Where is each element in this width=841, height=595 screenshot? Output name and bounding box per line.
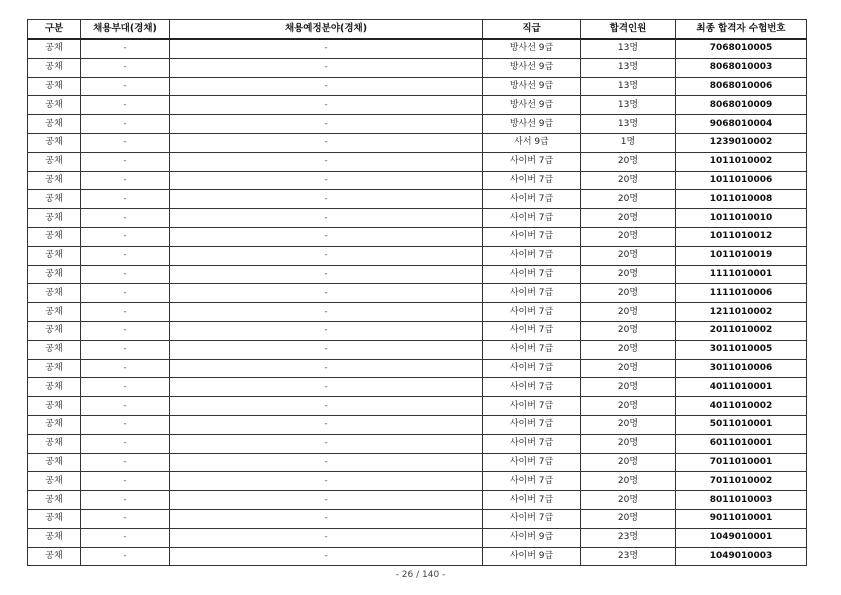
header-row (28, 20, 807, 40)
cell-field: - (170, 547, 483, 566)
table-header (28, 20, 807, 40)
cell-grade: 사이버 7급 (483, 303, 581, 322)
cell-category: 공채 (28, 491, 81, 510)
table-row (28, 171, 807, 190)
table-row (28, 96, 807, 115)
cell-count: 20명 (581, 359, 676, 378)
table-row (28, 284, 807, 303)
cell-exam-number: 8068010009 (676, 96, 807, 115)
cell-exam-number: 8011010003 (676, 491, 807, 510)
cell-exam-number: 2011010002 (676, 321, 807, 340)
page-number: - 26 / 140 - (395, 570, 446, 580)
cell-field: - (170, 227, 483, 246)
cell-grade: 방사선 9급 (483, 115, 581, 134)
cell-field: - (170, 152, 483, 171)
results-table (27, 19, 807, 566)
cell-count: 20명 (581, 472, 676, 491)
table-row (28, 528, 807, 547)
cell-grade: 사이버 7급 (483, 397, 581, 416)
table-row (28, 509, 807, 528)
cell-category: 공채 (28, 472, 81, 491)
cell-count: 20명 (581, 491, 676, 510)
cell-exam-number: 8068010006 (676, 77, 807, 96)
table-body (28, 39, 807, 566)
cell-exam-number: 1111010001 (676, 265, 807, 284)
cell-field: - (170, 434, 483, 453)
cell-exam-number: 1239010002 (676, 133, 807, 152)
cell-category: 공채 (28, 547, 81, 566)
cell-count: 20명 (581, 509, 676, 528)
cell-grade: 방사선 9급 (483, 58, 581, 77)
header-grade: 직급 (483, 20, 581, 40)
cell-grade: 사이버 7급 (483, 359, 581, 378)
header-category: 구분 (28, 20, 81, 40)
cell-exam-number: 1049010001 (676, 528, 807, 547)
cell-count: 20명 (581, 303, 676, 322)
cell-exam-number: 1211010002 (676, 303, 807, 322)
cell-grade: 사이버 9급 (483, 528, 581, 547)
cell-count: 23명 (581, 528, 676, 547)
table-row (28, 453, 807, 472)
cell-unit: - (81, 321, 170, 340)
cell-count: 20명 (581, 321, 676, 340)
cell-category: 공채 (28, 58, 81, 77)
cell-category: 공채 (28, 227, 81, 246)
cell-field: - (170, 115, 483, 134)
cell-unit: - (81, 415, 170, 434)
cell-field: - (170, 397, 483, 416)
cell-category: 공채 (28, 340, 81, 359)
cell-grade: 사이버 7급 (483, 265, 581, 284)
cell-category: 공채 (28, 321, 81, 340)
cell-field: - (170, 378, 483, 397)
cell-category: 공채 (28, 397, 81, 416)
cell-field: - (170, 246, 483, 265)
cell-grade: 사이버 7급 (483, 209, 581, 228)
cell-count: 20명 (581, 171, 676, 190)
cell-unit: - (81, 453, 170, 472)
cell-exam-number: 4011010001 (676, 378, 807, 397)
cell-count: 23명 (581, 547, 676, 566)
cell-exam-number: 5011010001 (676, 415, 807, 434)
cell-field: - (170, 190, 483, 209)
cell-unit: - (81, 547, 170, 566)
table-row (28, 58, 807, 77)
table-row (28, 246, 807, 265)
cell-count: 20명 (581, 190, 676, 209)
cell-count: 20명 (581, 453, 676, 472)
cell-category: 공채 (28, 115, 81, 134)
cell-field: - (170, 77, 483, 96)
table-row (28, 227, 807, 246)
cell-exam-number: 1011010008 (676, 190, 807, 209)
cell-unit: - (81, 96, 170, 115)
cell-count: 20명 (581, 434, 676, 453)
cell-unit: - (81, 491, 170, 510)
table-row (28, 472, 807, 491)
cell-count: 13명 (581, 96, 676, 115)
cell-category: 공채 (28, 190, 81, 209)
cell-grade: 사이버 7급 (483, 246, 581, 265)
table-row (28, 209, 807, 228)
cell-unit: - (81, 284, 170, 303)
cell-field: - (170, 209, 483, 228)
cell-unit: - (81, 77, 170, 96)
cell-category: 공채 (28, 133, 81, 152)
cell-exam-number: 1011010006 (676, 171, 807, 190)
cell-unit: - (81, 152, 170, 171)
cell-grade: 사이버 7급 (483, 472, 581, 491)
table-row (28, 434, 807, 453)
cell-category: 공채 (28, 77, 81, 96)
cell-category: 공채 (28, 528, 81, 547)
cell-category: 공채 (28, 359, 81, 378)
table-row (28, 265, 807, 284)
cell-grade: 사이버 7급 (483, 453, 581, 472)
cell-unit: - (81, 246, 170, 265)
cell-exam-number: 9011010001 (676, 509, 807, 528)
cell-grade: 사이버 7급 (483, 321, 581, 340)
table-row (28, 415, 807, 434)
table-row (28, 133, 807, 152)
table-row (28, 378, 807, 397)
cell-category: 공채 (28, 152, 81, 171)
cell-count: 13명 (581, 39, 676, 58)
cell-count: 1명 (581, 133, 676, 152)
header-count: 합격인원 (581, 20, 676, 40)
cell-field: - (170, 96, 483, 115)
cell-exam-number: 1049010003 (676, 547, 807, 566)
cell-unit: - (81, 472, 170, 491)
cell-field: - (170, 39, 483, 58)
cell-count: 20명 (581, 397, 676, 416)
cell-field: - (170, 58, 483, 77)
cell-unit: - (81, 171, 170, 190)
header-field: 채용예정분야(경채) (170, 20, 483, 40)
cell-exam-number: 7068010005 (676, 39, 807, 58)
cell-grade: 방사선 9급 (483, 39, 581, 58)
cell-field: - (170, 321, 483, 340)
cell-count: 20명 (581, 284, 676, 303)
cell-count: 20명 (581, 340, 676, 359)
cell-field: - (170, 359, 483, 378)
table-row (28, 77, 807, 96)
cell-exam-number: 4011010002 (676, 397, 807, 416)
cell-count: 20명 (581, 415, 676, 434)
cell-exam-number: 6011010001 (676, 434, 807, 453)
cell-grade: 사이버 7급 (483, 378, 581, 397)
cell-field: - (170, 340, 483, 359)
cell-exam-number: 7011010002 (676, 472, 807, 491)
cell-exam-number: 1011010019 (676, 246, 807, 265)
cell-exam-number: 1011010012 (676, 227, 807, 246)
cell-unit: - (81, 397, 170, 416)
cell-category: 공채 (28, 415, 81, 434)
cell-field: - (170, 453, 483, 472)
cell-category: 공채 (28, 246, 81, 265)
cell-field: - (170, 133, 483, 152)
cell-grade: 사이버 7급 (483, 152, 581, 171)
cell-count: 20명 (581, 209, 676, 228)
cell-exam-number: 8068010003 (676, 58, 807, 77)
cell-unit: - (81, 227, 170, 246)
cell-grade: 사이버 7급 (483, 434, 581, 453)
cell-count: 20명 (581, 152, 676, 171)
cell-field: - (170, 415, 483, 434)
cell-field: - (170, 265, 483, 284)
cell-category: 공채 (28, 265, 81, 284)
cell-count: 13명 (581, 58, 676, 77)
cell-unit: - (81, 58, 170, 77)
header-exam-number: 최종 합격자 수험번호 (676, 20, 807, 40)
header-unit: 채용부대(경채) (81, 20, 170, 40)
cell-category: 공채 (28, 509, 81, 528)
cell-exam-number: 1111010006 (676, 284, 807, 303)
cell-count: 13명 (581, 115, 676, 134)
cell-count: 20명 (581, 265, 676, 284)
cell-grade: 사이버 7급 (483, 491, 581, 510)
cell-grade: 사이버 7급 (483, 227, 581, 246)
cell-grade: 사서 9급 (483, 133, 581, 152)
cell-category: 공채 (28, 453, 81, 472)
cell-unit: - (81, 359, 170, 378)
cell-exam-number: 9068010004 (676, 115, 807, 134)
cell-unit: - (81, 115, 170, 134)
cell-grade: 방사선 9급 (483, 96, 581, 115)
cell-category: 공채 (28, 39, 81, 58)
cell-unit: - (81, 509, 170, 528)
cell-exam-number: 3011010005 (676, 340, 807, 359)
table-row (28, 152, 807, 171)
table-row (28, 321, 807, 340)
cell-grade: 방사선 9급 (483, 77, 581, 96)
cell-unit: - (81, 265, 170, 284)
cell-grade: 사이버 7급 (483, 509, 581, 528)
cell-field: - (170, 509, 483, 528)
cell-exam-number: 3011010006 (676, 359, 807, 378)
cell-field: - (170, 284, 483, 303)
table-row (28, 397, 807, 416)
cell-unit: - (81, 378, 170, 397)
table-row (28, 491, 807, 510)
cell-unit: - (81, 190, 170, 209)
cell-exam-number: 7011010001 (676, 453, 807, 472)
cell-category: 공채 (28, 209, 81, 228)
table-row (28, 340, 807, 359)
cell-field: - (170, 171, 483, 190)
table-row (28, 190, 807, 209)
cell-unit: - (81, 528, 170, 547)
cell-field: - (170, 528, 483, 547)
cell-count: 20명 (581, 246, 676, 265)
cell-field: - (170, 303, 483, 322)
cell-category: 공채 (28, 378, 81, 397)
cell-category: 공채 (28, 171, 81, 190)
cell-count: 13명 (581, 77, 676, 96)
cell-exam-number: 1011010002 (676, 152, 807, 171)
cell-category: 공채 (28, 284, 81, 303)
cell-grade: 사이버 7급 (483, 190, 581, 209)
cell-unit: - (81, 303, 170, 322)
cell-grade: 사이버 7급 (483, 284, 581, 303)
cell-grade: 사이버 7급 (483, 171, 581, 190)
cell-unit: - (81, 434, 170, 453)
cell-grade: 사이버 7급 (483, 415, 581, 434)
cell-category: 공채 (28, 96, 81, 115)
cell-grade: 사이버 9급 (483, 547, 581, 566)
cell-exam-number: 1011010010 (676, 209, 807, 228)
table-row (28, 39, 807, 58)
cell-unit: - (81, 39, 170, 58)
table-row (28, 115, 807, 134)
cell-grade: 사이버 7급 (483, 340, 581, 359)
cell-category: 공채 (28, 303, 81, 322)
cell-unit: - (81, 340, 170, 359)
cell-field: - (170, 472, 483, 491)
cell-count: 20명 (581, 227, 676, 246)
cell-unit: - (81, 133, 170, 152)
table-row (28, 359, 807, 378)
cell-count: 20명 (581, 378, 676, 397)
table-row (28, 547, 807, 566)
table-row (28, 303, 807, 322)
cell-category: 공채 (28, 434, 81, 453)
cell-field: - (170, 491, 483, 510)
cell-unit: - (81, 209, 170, 228)
